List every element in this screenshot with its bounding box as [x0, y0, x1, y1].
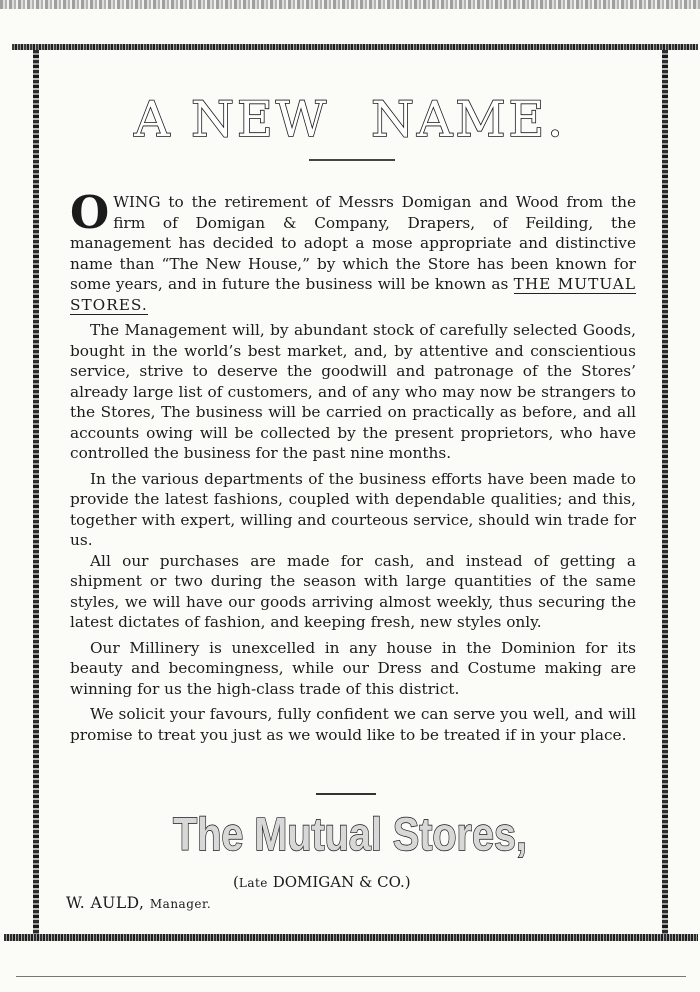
drop-cap: O: [70, 186, 110, 239]
manager-name: W. AULD,: [66, 894, 145, 912]
top-edge-rule: [0, 0, 700, 9]
former-firm-line: [233, 873, 411, 891]
paragraph-1: [70, 186, 636, 315]
paragraph-3: In the various departments of the business efforts have been made to provide the latest fashions, coupled with dependable qualities; and this, together with expert, willing and courteous service, should win trade for us.: [70, 469, 636, 549]
new-store-name: THE MUTUAL STORES.: [70, 275, 636, 314]
border-right: [662, 50, 668, 934]
headline-part-1: A NEW: [134, 91, 330, 148]
manager-title: Manager.: [149, 897, 212, 911]
manager-line: [66, 894, 211, 912]
paragraph-5: Our Millinery is unexcelled in any house in the Dominion for its beauty and becomingness, while our Dress and Costume making are winning for us the high-class trade of this district.: [70, 638, 636, 698]
headline-part-2: NAME.: [371, 91, 566, 148]
paragraph-1-text: WING to the retirement of Messrs Domigan and Wood from the firm of Domigan & Company, Drapers, of Feilding, the management has decided to adopt a mose appropriate and distinctive name than “The New House,” by which the Store has been known for some years, and in future the business will be known as: [70, 193, 636, 293]
store-name-signature: The Mutual Stores,: [173, 808, 527, 860]
border-left: [33, 50, 39, 934]
former-firm-open: (: [233, 873, 239, 891]
footer-rule: [16, 976, 686, 977]
advertisement-body: [70, 186, 636, 745]
border-bottom: [4, 934, 698, 941]
paragraph-4: All our purchases are made for cash, and instead of getting a shipment or two during the season with large quantities of the same styles, we will have our goods arriving almost weekly, thus securing the latest dictates of fashion, and keeping fresh, new styles only.: [70, 551, 636, 631]
paragraph-2: The Management will, by abundant stock of carefully selected Goods, bought in the world’s best market, and, by attentive and conscientious service, strive to deserve the goodwill and patronage of the Stores’ already large list of customers, and of any who may now be strangers to the Stores, The business will be carried on practically as before, and all accounts owing will be collected by the present proprietors, who have controlled the business for the past nine months.: [70, 321, 636, 462]
signature-rule: [316, 793, 376, 795]
paragraph-6: We solicit your favours, fully confident we can serve you well, and will promise to treat you just as we would like to be treated if in your place.: [70, 705, 636, 744]
former-firm-name: DOMIGAN & CO.): [272, 873, 411, 891]
former-firm-label: Late: [238, 876, 268, 890]
border-top: [12, 44, 698, 50]
headline: [40, 90, 660, 150]
headline-ornament-rule: [309, 159, 395, 161]
